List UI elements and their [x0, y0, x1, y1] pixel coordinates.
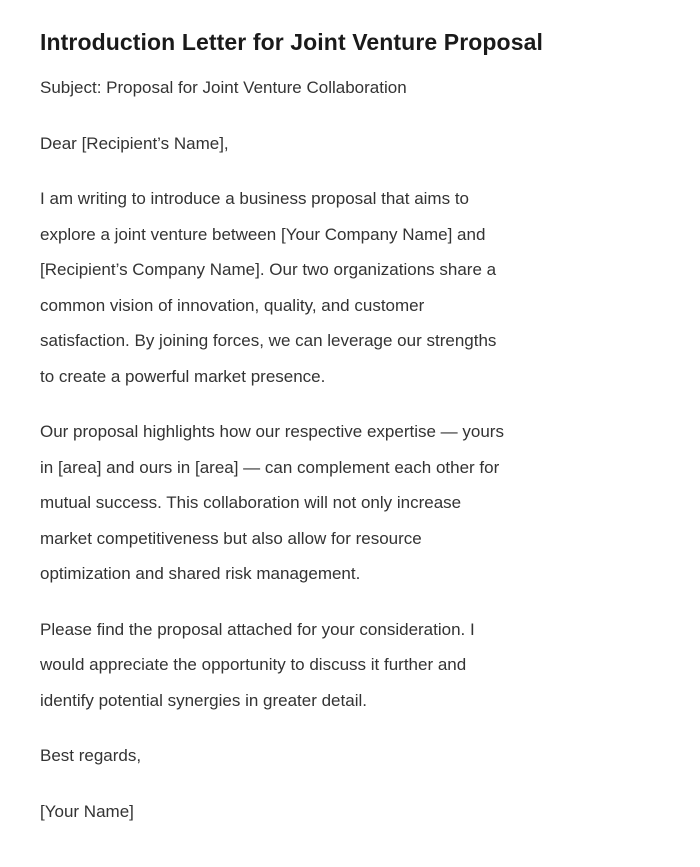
text-line: in [area] and ours in [area] — can complement each other for [40, 457, 500, 477]
text-line: I am writing to introduce a business proposal that aims to [40, 189, 469, 209]
text-line: [Recipient’s Company Name]. Our two organizations share a [40, 260, 497, 280]
letter-paragraph-2 [40, 414, 660, 592]
text-line: Our proposal highlights how our respective expertise — yours [40, 422, 504, 442]
letter-paragraph-3 [40, 612, 660, 719]
signature: [Your Name] [40, 801, 134, 821]
page-title: Introduction Letter for Joint Venture Proposal [40, 29, 543, 55]
text-line: satisfaction. By joining forces, we can leverage our strengths [40, 331, 497, 351]
text-line: would appreciate the opportunity to discuss it further and [40, 655, 467, 675]
text-line: to create a powerful market presence. [40, 366, 326, 386]
text-line: common vision of innovation, quality, and customer [40, 295, 425, 315]
text-line: market competitiveness but also allow for resource [40, 528, 422, 548]
text-line: identify potential synergies in greater detail. [40, 690, 367, 710]
text-line: mutual success. This collaboration will not only increase [40, 493, 462, 513]
text-line: explore a joint venture between [Your Company Name] and [40, 224, 486, 244]
letter-paragraph-1 [40, 181, 660, 394]
text-line: optimization and shared risk management. [40, 564, 361, 584]
closing: Best regards, [40, 746, 142, 766]
text-line: Please find the proposal attached for your consideration. I [40, 619, 475, 639]
subject-line: Subject: Proposal for Joint Venture Collaboration [40, 78, 407, 98]
salutation: Dear [Recipient’s Name], [40, 133, 229, 153]
